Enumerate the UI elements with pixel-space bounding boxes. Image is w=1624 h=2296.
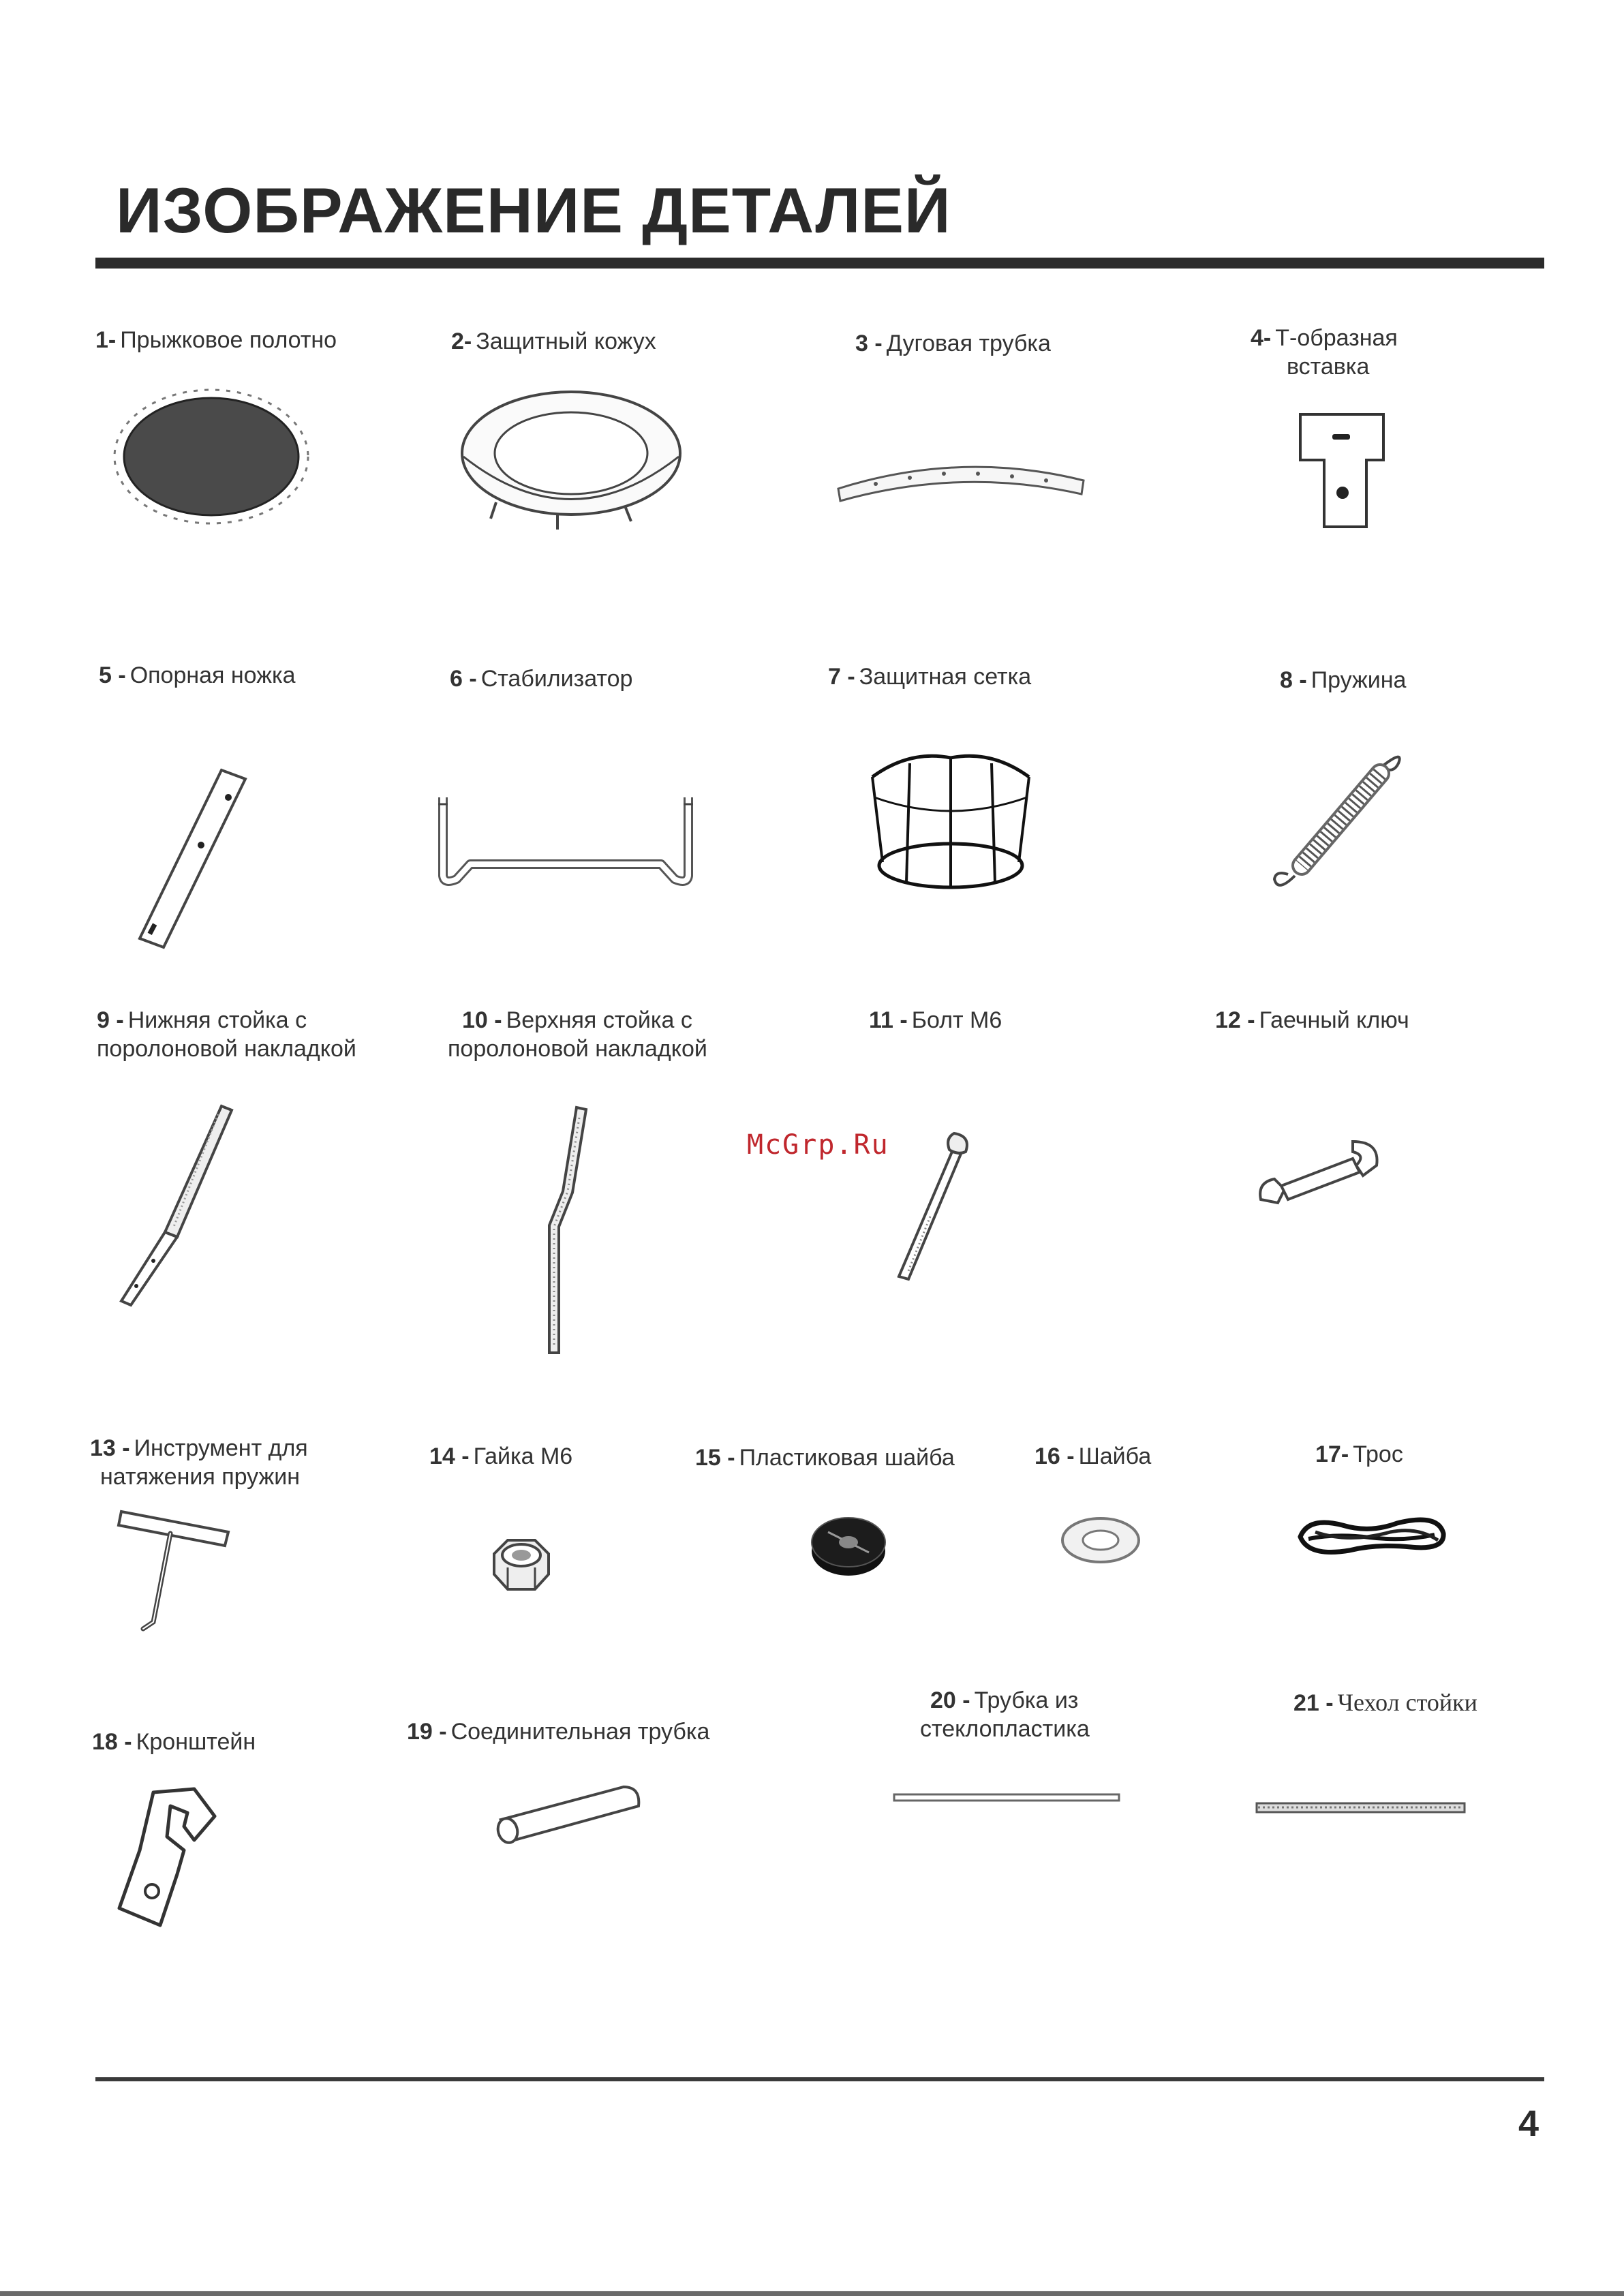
pole-cover-icon: [1255, 1801, 1467, 1817]
part-10-label-line2: поролоновой накладкой: [448, 1036, 707, 1062]
part-9-label: 9 - Нижняя стойка с: [97, 1007, 307, 1033]
part-16-label: 16 - Шайба: [1035, 1443, 1152, 1469]
t-insert-icon: [1298, 412, 1387, 528]
part-20-label: 20 - Трубка из: [930, 1687, 1079, 1713]
spring-tool-icon: [116, 1506, 239, 1636]
jumping-mat-icon: [109, 385, 313, 528]
washer-icon: [1060, 1513, 1142, 1567]
part-17-label: 17- Трос: [1315, 1441, 1403, 1467]
support-leg-icon: [133, 767, 256, 951]
part-18-label: 18 - Кронштейн: [92, 1729, 256, 1755]
upper-pole-icon: [532, 1104, 593, 1356]
plastic-washer-icon: [808, 1512, 889, 1580]
fiberglass-tube-icon: [893, 1791, 1121, 1805]
scan-edge: [0, 2291, 1624, 2296]
part-1-label: 1- Прыжковое полотно: [95, 327, 337, 353]
part-3-label: 3 - Дуговая трубка: [855, 331, 1051, 356]
part-21-label: 21 - Чехол стойки: [1293, 1689, 1477, 1716]
part-12-label: 12 - Гаечный ключ: [1215, 1007, 1409, 1033]
part-4-label-line2: вставка: [1287, 354, 1370, 380]
part-15-label: 15 - Пластиковая шайба: [695, 1445, 955, 1471]
nut-icon: [484, 1533, 559, 1595]
part-5-label: 5 - Опорная ножка: [99, 662, 296, 688]
part-20-label-line2: стеклопластика: [920, 1716, 1090, 1742]
bolt-icon: [889, 1128, 978, 1285]
page-number: 4: [1518, 2103, 1539, 2144]
page-title: ИЗОБРАЖЕНИЕ ДЕТАЛЕЙ: [116, 174, 951, 246]
part-14-label: 14 - Гайка М6: [429, 1443, 573, 1469]
part-9-label-line2: поролоновой накладкой: [97, 1036, 356, 1062]
part-10-label: 10 - Верхняя стойка с: [462, 1007, 692, 1033]
safety-net-icon: [869, 750, 1032, 893]
wrench-icon: [1251, 1128, 1380, 1223]
part-11-label: 11 - Болт М6: [869, 1007, 1002, 1033]
title-rule: [95, 258, 1544, 269]
lower-pole-icon: [116, 1101, 239, 1312]
part-2-label: 2- Защитный кожух: [451, 328, 656, 354]
part-19-label: 19 - Соединительная трубка: [407, 1719, 710, 1745]
connecting-tube-icon: [480, 1779, 644, 1854]
stabilizer-icon: [436, 784, 695, 889]
part-13-label: 13 - Инструмент для: [90, 1435, 308, 1461]
part-6-label: 6 - Стабилизатор: [450, 666, 633, 692]
arc-tube-icon: [835, 453, 1087, 508]
part-8-label: 8 - Пружина: [1280, 667, 1407, 693]
bracket-icon: [112, 1786, 228, 1929]
footer-rule: [95, 2077, 1544, 2081]
safety-pad-icon: [455, 385, 687, 535]
part-13-label-line2: натяжения пружин: [100, 1464, 301, 1490]
spring-icon: [1268, 746, 1411, 896]
part-7-label: 7 - Защитная сетка: [828, 664, 1032, 690]
part-4-label: 4- Т-образная: [1251, 325, 1398, 351]
rope-icon: [1295, 1513, 1448, 1561]
watermark: McGrp.Ru: [747, 1129, 889, 1161]
